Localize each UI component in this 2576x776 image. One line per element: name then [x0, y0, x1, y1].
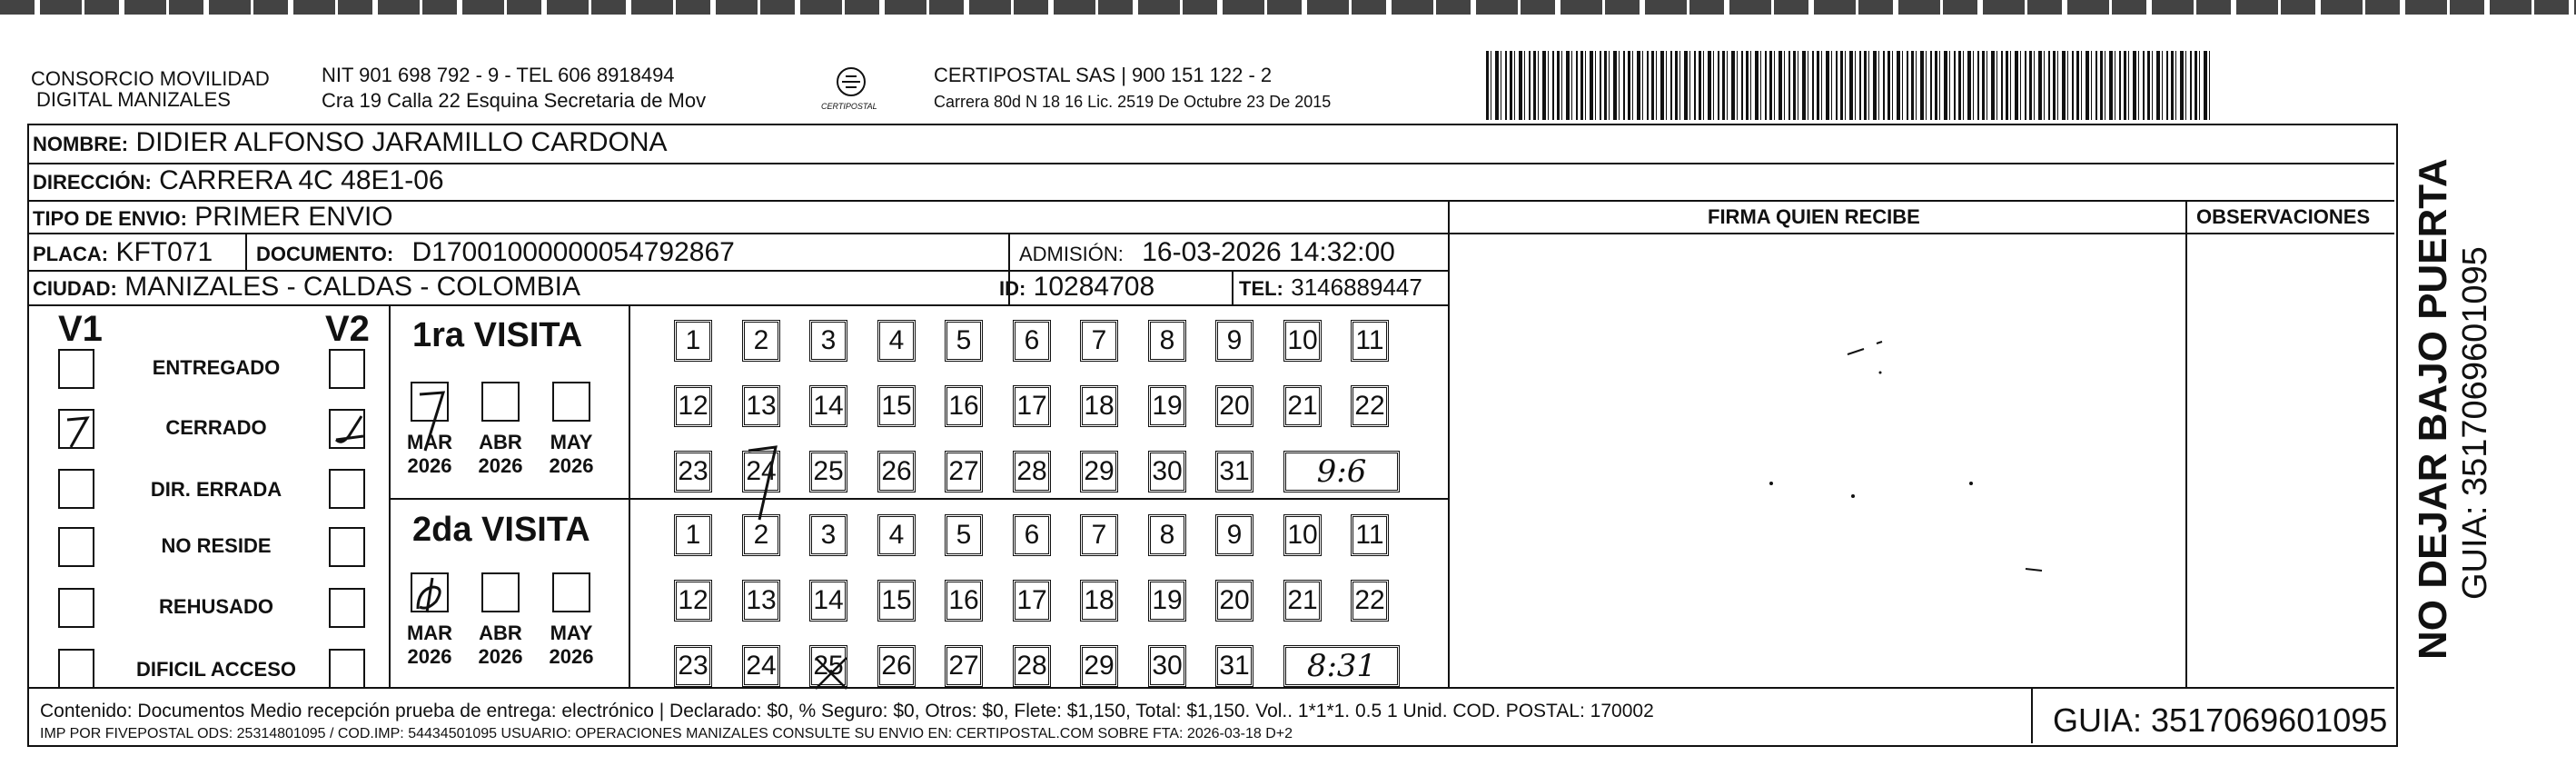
signature-scribbles: [1835, 327, 2107, 582]
first-visit-day-mark: [745, 443, 799, 525]
first-visit-day-30[interactable]: 30: [1148, 451, 1186, 492]
first-visit-day-4[interactable]: 4: [877, 320, 916, 362]
company-name-line2: DIGITAL MANIZALES: [36, 88, 231, 111]
first-visit-day-3[interactable]: 3: [809, 320, 847, 362]
first-visit-day-27[interactable]: 27: [945, 451, 983, 492]
second-visit-month-mar-box[interactable]: [411, 572, 449, 612]
ciudad-field: [33, 272, 580, 304]
second-visit-day-2[interactable]: 2: [742, 514, 780, 556]
ciudad-value: MANIZALES - CALDAS - COLOMBIA: [124, 272, 581, 302]
second-visit-day-21[interactable]: 21: [1283, 580, 1322, 622]
nombre-field: [33, 127, 668, 160]
status-rehusado-label: REHUSADO: [159, 595, 273, 618]
v1-label: V1: [58, 309, 103, 349]
divider: [2185, 200, 2187, 687]
first-visit-day-16[interactable]: 16: [945, 385, 983, 427]
nit-line: NIT 901 698 792 - 9 - TEL 606 8918494: [322, 64, 675, 86]
first-visit-day-26[interactable]: 26: [877, 451, 916, 492]
observaciones-label: OBSERVACIONES: [2196, 205, 2371, 228]
first-visit-day-7[interactable]: 7: [1080, 320, 1118, 362]
top-scan-edge: [0, 0, 2576, 15]
first-visit-month-may-box[interactable]: [552, 382, 590, 422]
firma-quien-recibe-label: FIRMA QUIEN RECIBE: [1708, 205, 1920, 228]
first-visit-day-12[interactable]: 12: [674, 385, 712, 427]
second-visit-day-mark: [810, 652, 856, 694]
first-visit-day-13[interactable]: 13: [742, 385, 780, 427]
first-visit-day-8[interactable]: 8: [1148, 320, 1186, 362]
v2-checkbox-dificil-acceso[interactable]: [329, 649, 365, 689]
tel-field: [1239, 272, 1422, 304]
second-visit-day-25[interactable]: 25: [809, 645, 847, 687]
second-visit-month-abr: [471, 622, 530, 669]
month-year: 2026: [478, 454, 523, 477]
month-name: ABR: [479, 431, 522, 453]
first-visit-day-10[interactable]: 10: [1283, 320, 1322, 362]
status-dir-errada-label: DIR. ERRADA: [150, 478, 282, 501]
second-visit-day-20[interactable]: 20: [1215, 580, 1253, 622]
second-visit-day-28[interactable]: 28: [1013, 645, 1051, 687]
first-visit-month-mar-box[interactable]: [411, 382, 449, 422]
second-visit-day-6[interactable]: 6: [1013, 514, 1051, 556]
second-visit-day-30[interactable]: 30: [1148, 645, 1186, 687]
divider: [389, 498, 1448, 500]
certipostal-logo: [821, 64, 877, 116]
divider: [389, 304, 391, 687]
divider: [27, 304, 1450, 306]
divider: [245, 233, 247, 271]
tipo-envio-field: [33, 202, 393, 234]
placa-label: PLACA:: [33, 243, 109, 265]
second-visit-day-11[interactable]: 11: [1351, 514, 1389, 556]
second-visit-month-may: [542, 622, 600, 669]
v2-checkbox-no-reside[interactable]: [329, 527, 365, 567]
second-visit-day-3[interactable]: 3: [809, 514, 847, 556]
divider: [27, 687, 2394, 689]
id-value: 10284708: [1033, 272, 1155, 302]
second-visit-day-18[interactable]: 18: [1080, 580, 1118, 622]
v1-checkbox-entregado[interactable]: [58, 349, 94, 389]
direccion-value: CARRERA 4C 48E1-06: [159, 165, 444, 195]
first-visit-day-25[interactable]: 25: [809, 451, 847, 492]
first-visit-label: 1ra VISITA: [412, 316, 583, 354]
v2-checkbox-rehusado[interactable]: [329, 588, 365, 628]
documento-value: D17001000000054792867: [411, 237, 735, 267]
second-visit-day-31[interactable]: 31: [1215, 645, 1253, 687]
tel-value: 3146889447: [1291, 274, 1422, 301]
second-visit-day-14[interactable]: 14: [809, 580, 847, 622]
second-visit-label: 2da VISITA: [412, 511, 590, 549]
month-name: ABR: [479, 622, 522, 644]
second-visit-day-15[interactable]: 15: [877, 580, 916, 622]
company-name-line1: CONSORCIO MOVILIDAD: [31, 67, 270, 90]
divider: [629, 304, 630, 687]
footer-print-line: IMP POR FIVEPOSTAL ODS: 25314801095 / COD.IMP: 54434501095 USUARIO: OPERACIONES MANIZALES CONSULTE SU ENVIO EN: CERTIPOSTAL.COM SOBRE FTA: 2026-03-18 D+2: [40, 726, 1293, 741]
status-entregado-label: ENTREGADO: [152, 356, 281, 379]
second-visit-day-26[interactable]: 26: [877, 645, 916, 687]
month-year: 2026: [407, 454, 452, 477]
first-visit-day-19[interactable]: 19: [1148, 385, 1186, 427]
first-visit-day-2[interactable]: 2: [742, 320, 780, 362]
divider: [27, 163, 2394, 164]
first-visit-handwritten-time: 9:6: [1283, 451, 1400, 492]
side-no-dejar-bajo-puerta: NO DEJAR BAJO PUERTA: [2411, 158, 2455, 660]
direccion-field: [33, 165, 444, 198]
second-visit-month-may-box[interactable]: [552, 572, 590, 612]
logo-caption: CERTIPOSTAL: [821, 102, 877, 111]
carrier-address: Carrera 80d N 18 16 Lic. 2519 De Octubre 23 De 2015: [934, 93, 1332, 111]
first-visit-day-11[interactable]: 11: [1351, 320, 1389, 362]
second-visit-day-9[interactable]: 9: [1215, 514, 1253, 556]
month-year: 2026: [549, 645, 594, 668]
second-visit-day-5[interactable]: 5: [945, 514, 983, 556]
tel-label: TEL:: [1239, 277, 1283, 300]
id-field: [999, 272, 1154, 304]
second-visit-day-13[interactable]: 13: [742, 580, 780, 622]
second-visit-day-17[interactable]: 17: [1013, 580, 1051, 622]
second-visit-day-22[interactable]: 22: [1351, 580, 1389, 622]
month-name: MAY: [550, 622, 593, 644]
v2-checkbox-dir-errada[interactable]: [329, 469, 365, 509]
admision-field: [1019, 237, 1395, 270]
ciudad-label: CIUDAD:: [33, 277, 117, 300]
second-visit-day-29[interactable]: 29: [1080, 645, 1118, 687]
placa-field: [33, 237, 213, 270]
documento-label: DOCUMENTO:: [256, 243, 394, 265]
v2-checkbox-entregado[interactable]: [329, 349, 365, 389]
second-visit-day-23[interactable]: 23: [674, 645, 712, 687]
first-visit-day-22[interactable]: 22: [1351, 385, 1389, 427]
carrier-line: CERTIPOSTAL SAS | 900 151 122 - 2: [934, 64, 1273, 86]
v2-label: V2: [325, 309, 370, 349]
first-visit-day-6[interactable]: 6: [1013, 320, 1051, 362]
first-visit-day-14[interactable]: 14: [809, 385, 847, 427]
second-visit-month-abr-box[interactable]: [481, 572, 520, 612]
first-visit-day-21[interactable]: 21: [1283, 385, 1322, 427]
second-visit-day-1[interactable]: 1: [674, 514, 712, 556]
first-visit-day-9[interactable]: 9: [1215, 320, 1253, 362]
tipo-envio-label: TIPO DE ENVIO:: [33, 207, 187, 230]
nombre-value: DIDIER ALFONSO JARAMILLO CARDONA: [135, 127, 668, 157]
admision-value: 16-03-2026 14:32:00: [1142, 237, 1395, 267]
barcode: [1486, 51, 2213, 120]
tipo-envio-value: PRIMER ENVIO: [194, 202, 393, 232]
second-visit-day-24[interactable]: 24: [742, 645, 780, 687]
month-year: 2026: [549, 454, 594, 477]
first-visit-day-29[interactable]: 29: [1080, 451, 1118, 492]
v2-checkbox-cerrado[interactable]: [329, 409, 365, 449]
divider: [2031, 687, 2033, 743]
v1-checkbox-cerrado[interactable]: [58, 409, 94, 449]
placa-value: KFT071: [115, 237, 213, 267]
second-visit-day-10[interactable]: 10: [1283, 514, 1322, 556]
second-visit-month-mar: [401, 622, 459, 669]
first-visit-day-5[interactable]: 5: [945, 320, 983, 362]
v1-checkbox-no-reside[interactable]: [58, 527, 94, 567]
divider: [1232, 270, 1234, 304]
first-visit-day-24[interactable]: 24: [742, 451, 780, 492]
second-visit-day-16[interactable]: 16: [945, 580, 983, 622]
side-guia: GUIA: 3517069601095: [2456, 246, 2494, 600]
divider: [1448, 200, 1450, 687]
second-visit-day-4[interactable]: 4: [877, 514, 916, 556]
second-visit-day-27[interactable]: 27: [945, 645, 983, 687]
second-visit-day-8[interactable]: 8: [1148, 514, 1186, 556]
month-year: 2026: [407, 645, 452, 668]
first-visit-month-may: [542, 431, 600, 478]
first-visit-day-20[interactable]: 20: [1215, 385, 1253, 427]
month-name: MAR: [406, 431, 453, 453]
v1-checkbox-rehusado[interactable]: [58, 588, 94, 628]
second-visit-day-12[interactable]: 12: [674, 580, 712, 622]
month-name: MAY: [550, 431, 593, 453]
v1-checkbox-dir-errada[interactable]: [58, 469, 94, 509]
first-visit-day-18[interactable]: 18: [1080, 385, 1118, 427]
status-dificil-acceso-label: DIFICIL ACCESO: [135, 658, 296, 681]
admision-label: ADMISIÓN:: [1019, 243, 1124, 265]
second-visit-handwritten-time: 8:31: [1283, 645, 1400, 687]
second-visit-day-7[interactable]: 7: [1080, 514, 1118, 556]
v1-checkbox-dificil-acceso[interactable]: [58, 649, 94, 689]
status-no-reside-label: NO RESIDE: [161, 534, 272, 557]
first-visit-month-abr: [471, 431, 530, 478]
first-visit-day-15[interactable]: 15: [877, 385, 916, 427]
nombre-label: NOMBRE:: [33, 133, 129, 155]
documento-field: [256, 237, 735, 270]
footer-guia: GUIA: 3517069601095: [2053, 701, 2388, 739]
first-visit-day-31[interactable]: 31: [1215, 451, 1253, 492]
footer-content-line: Contenido: Documentos Medio recepción prueba de entrega: electrónico | Declarado: $0, % Seguro: $0, Otros: $0, Flete: $1,150, Total: $1,150. Vol.. 1*1*1. 0.5 1 Unid. COD. POSTAL: 170002: [40, 701, 1654, 721]
status-cerrado-label: CERRADO: [165, 416, 267, 439]
direccion-label: DIRECCIÓN:: [33, 171, 152, 194]
first-visit-month-mar: [401, 431, 459, 478]
id-label: ID:: [999, 277, 1026, 300]
month-year: 2026: [478, 645, 523, 668]
month-name: MAR: [406, 622, 453, 644]
second-visit-day-19[interactable]: 19: [1148, 580, 1186, 622]
first-visit-month-abr-box[interactable]: [481, 382, 520, 422]
first-visit-day-23[interactable]: 23: [674, 451, 712, 492]
first-visit-day-1[interactable]: 1: [674, 320, 712, 362]
company-address: Cra 19 Calla 22 Esquina Secretaria de Mov: [322, 89, 707, 112]
first-visit-day-28[interactable]: 28: [1013, 451, 1051, 492]
first-visit-day-17[interactable]: 17: [1013, 385, 1051, 427]
